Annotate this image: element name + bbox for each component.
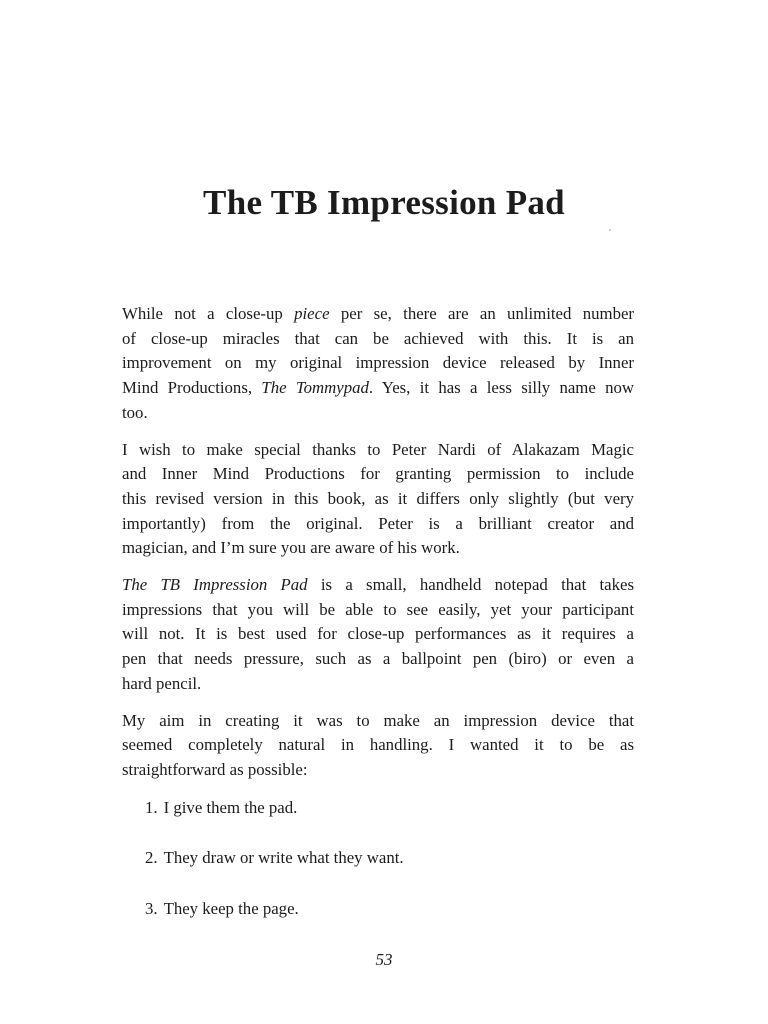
- paragraph-4-line-2: seemed completely natural in handling. I wanted it to be as: [122, 735, 634, 755]
- list-item: [145, 846, 404, 870]
- list-item: [145, 796, 297, 820]
- paragraph-4: [122, 709, 634, 783]
- paragraph-2-line-3: this revised version in this book, as it differs only slightly (but very: [122, 488, 634, 508]
- paragraph-2-line-4: importantly) from the original. Peter is a brilliant creator and: [122, 513, 634, 533]
- paragraph-3-line-4: pen that needs pressure, such as a ballpoint pen (biro) or even a: [122, 649, 634, 669]
- paragraph-2: [122, 438, 634, 562]
- paragraph-1-line-5: too.: [122, 402, 148, 422]
- list-number: 2.: [145, 848, 158, 867]
- paragraph-1-line-1: While not a close-up piece per se, there are an unlimited number: [122, 304, 634, 323]
- paragraph-3-line-5: hard pencil.: [122, 673, 202, 693]
- list-text: They keep the page.: [163, 899, 299, 918]
- list-text: They draw or write what they want.: [163, 848, 404, 867]
- paragraph-1-line-3: improvement on my original impression device released by Inner: [122, 353, 634, 373]
- chapter-title: The TB Impression Pad: [203, 183, 565, 222]
- emphasis-title: The TB Impression Pad: [122, 575, 308, 595]
- emphasis-piece: piece: [294, 304, 330, 323]
- paragraph-2-line-1: I wish to make special thanks to Peter Nardi of Alakazam Magic: [122, 439, 634, 459]
- paragraph-3-line-1: The TB Impression Pad is a small, handheld notepad that takes: [122, 575, 634, 595]
- paragraph-1-line-2: of close-up miracles that can be achieved with this. It is an: [122, 328, 634, 348]
- paragraph-1-line-4: Mind Productions, The Tommypad. Yes, it has a less silly name now: [122, 378, 634, 398]
- list-text: I give them the pad.: [163, 798, 298, 817]
- paragraph-4-line-3: straightforward as possible:: [122, 759, 308, 779]
- paragraph-2-line-5: magician, and I’m sure you are aware of his work.: [122, 538, 460, 558]
- list-item: [145, 897, 299, 921]
- paragraph-3-line-3: will not. It is best used for close-up performances as it requires a: [122, 624, 634, 644]
- paragraph-1: [122, 302, 634, 426]
- scan-speck: [609, 229, 611, 231]
- paragraph-3-line-2: impressions that you will be able to see easily, yet your participant: [122, 599, 634, 619]
- paragraph-3: [122, 573, 634, 697]
- body-text: [122, 302, 634, 795]
- list-number: 3.: [145, 899, 158, 918]
- paragraph-4-line-1: My aim in creating it was to make an impression device that: [122, 710, 634, 730]
- paragraph-2-line-2: and Inner Mind Productions for granting permission to include: [122, 464, 634, 484]
- page-number: 53: [375, 950, 393, 969]
- list-number: 1.: [145, 798, 158, 817]
- emphasis-tommypad: The Tommypad: [261, 378, 369, 398]
